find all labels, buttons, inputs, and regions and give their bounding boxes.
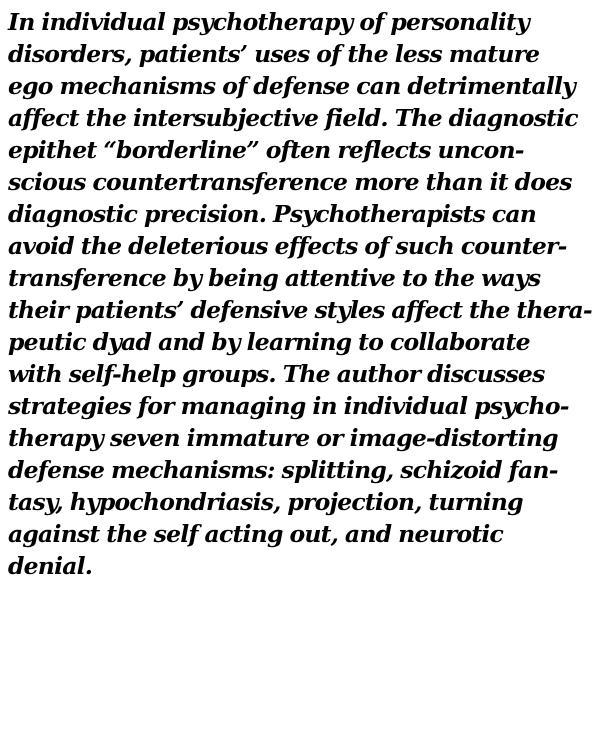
abstract-line-9: transference by being attentive to the ways [8,264,541,292]
abstract-line-13: strategies for managing in individual psycho- [8,392,569,420]
abstract-line-1: In individual psychotherapy of personality [8,8,529,36]
abstract-line-18: denial. [8,552,93,580]
abstract-line-11: peutic dyad and by learning to collaborate [8,328,530,356]
abstract-line-5: epithet “borderline” often reflects uncon- [8,136,524,164]
abstract-line-4: affect the intersubjective field. The diagnostic [8,104,578,132]
abstract-line-7: diagnostic precision. Psychotherapists can [8,200,537,228]
abstract-line-12: with self-help groups. The author discusses [8,360,545,388]
abstract-line-15: defense mechanisms: splitting, schizoid fan- [8,456,558,484]
abstract-line-2: disorders, patients’ uses of the less mature [8,40,540,68]
abstract-line-14: therapy seven immature or image-distorting [8,424,558,452]
abstract-line-3: ego mechanisms of defense can detrimentally [8,72,575,100]
abstract-line-10: their patients’ defensive styles affect the thera- [8,296,592,324]
abstract-line-16: tasy, hypochondriasis, projection, turning [8,488,523,516]
abstract-paragraph [8,6,593,582]
abstract-line-6: scious countertransference more than it does [8,168,572,196]
abstract-line-8: avoid the deleterious effects of such counter- [8,232,567,260]
abstract-line-17: against the self acting out, and neurotic [8,520,504,548]
